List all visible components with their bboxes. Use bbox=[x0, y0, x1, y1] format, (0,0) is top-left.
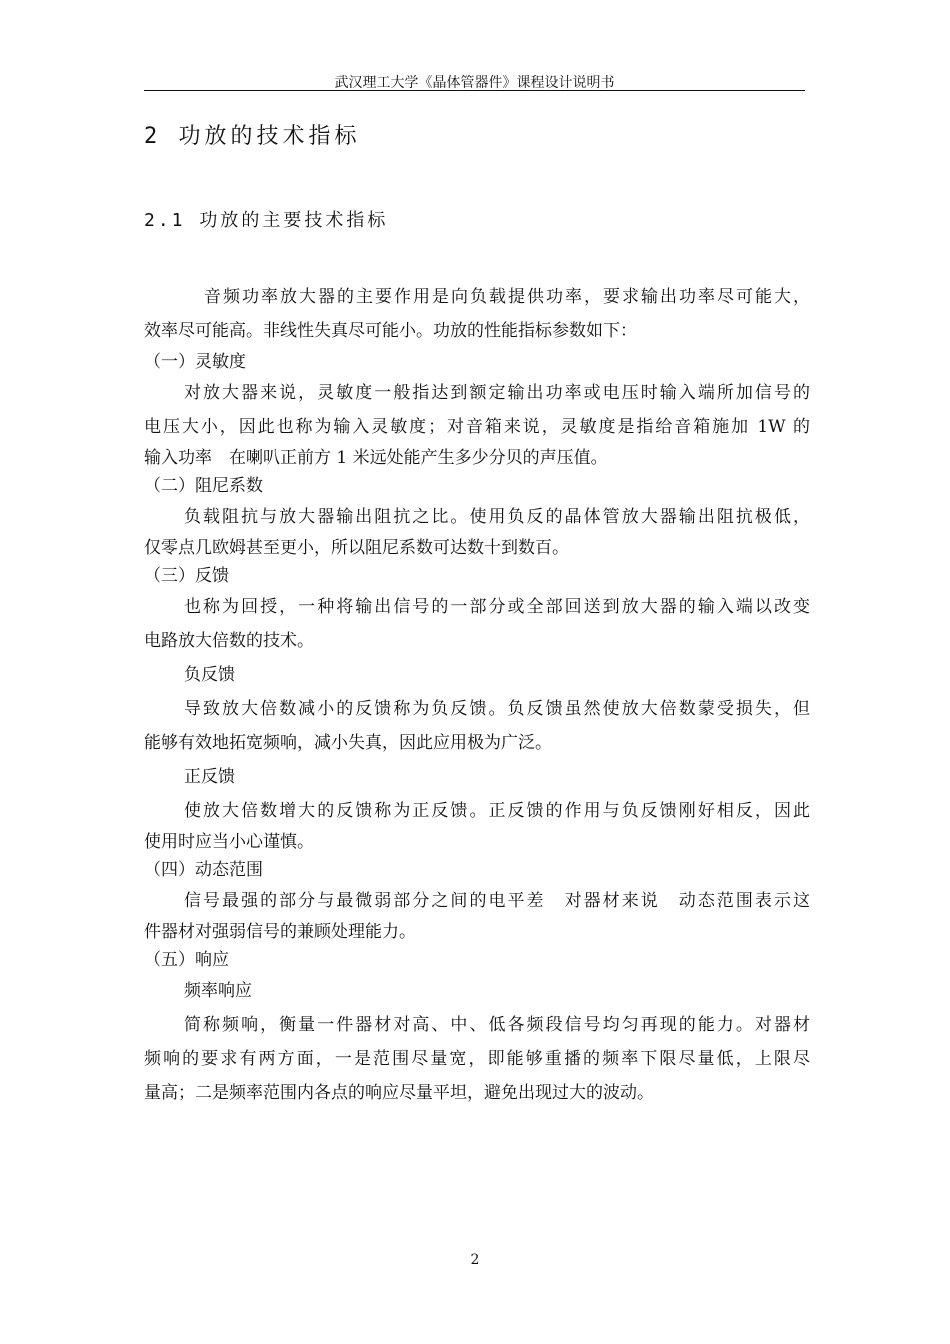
paragraph-line: 负载阻抗与放大器输出阻抗之比。使用负反的晶体管放大器输出阻抗极低， bbox=[184, 507, 810, 527]
paragraph-line: 使用时应当小心谨慎。 bbox=[144, 832, 314, 852]
paragraph-line: 仅零点几欧姆甚至更小，所以阻尼系数可达数十到数百。 bbox=[144, 538, 569, 558]
chapter-heading: 2 功放的技术指标 bbox=[144, 124, 361, 149]
item-heading: （三）反馈 bbox=[144, 566, 229, 586]
body-text bbox=[144, 280, 810, 1110]
paragraph-line: 能够有效地拓宽频响，减小失真，因此应用极为广泛。 bbox=[144, 733, 552, 753]
paragraph-line: 也称为回授，一种将输出信号的一部分或全部回送到放大器的输入端以改变 bbox=[184, 597, 810, 617]
header-divider bbox=[144, 90, 805, 91]
paragraph-line: 对放大器来说，灵敏度一般指达到额定输出功率或电压时输入端所加信号的 bbox=[184, 383, 810, 403]
paragraph-line: 电压大小，因此也称为输入灵敏度；对音箱来说，灵敏度是指给音箱施加 1W 的 bbox=[144, 417, 810, 437]
page-header: 武汉理工大学《晶体管器件》课程设计说明书 bbox=[334, 75, 615, 91]
paragraph-line: 信号最强的部分与最微弱部分之间的电平差 对器材来说 动态范围表示这 bbox=[184, 891, 810, 911]
paragraph-line: 效率尽可能高。非线性失真尽可能小。功放的性能指标参数如下： bbox=[144, 321, 637, 341]
sub-heading: 正反馈 bbox=[184, 767, 235, 787]
paragraph-line: 音频功率放大器的主要作用是向负载提供功率，要求输出功率尽可能大， bbox=[204, 287, 810, 307]
sub-heading: 负反馈 bbox=[184, 665, 235, 685]
page-number: 2 bbox=[470, 1252, 480, 1268]
section-heading: 2.1 功放的主要技术指标 bbox=[144, 210, 389, 231]
paragraph-line: 输入功率 在喇叭正前方 1 米远处能产生多少分贝的声压值。 bbox=[144, 448, 608, 468]
item-heading: （五）响应 bbox=[144, 950, 229, 970]
item-heading: （一）灵敏度 bbox=[144, 352, 246, 372]
paragraph-line: 件器材对强弱信号的兼顾处理能力。 bbox=[144, 922, 416, 942]
paragraph-line: 简称频响，衡量一件器材对高、中、低各频段信号均匀再现的能力。对器材 bbox=[184, 1015, 810, 1035]
paragraph-line: 电路放大倍数的技术。 bbox=[144, 631, 314, 651]
item-heading: （四）动态范围 bbox=[144, 860, 263, 880]
paragraph-line: 频响的要求有两方面，一是范围尽量宽，即能够重播的频率下限尽量低，上限尽 bbox=[144, 1049, 810, 1069]
paragraph-line: 导致放大倍数减小的反馈称为负反馈。负反馈虽然使放大倍数蒙受损失，但 bbox=[184, 699, 810, 719]
paragraph-line: 使放大倍数增大的反馈称为正反馈。正反馈的作用与负反馈刚好相反，因此 bbox=[184, 801, 810, 821]
sub-heading: 频率响应 bbox=[184, 981, 252, 1001]
item-heading: （二）阻尼系数 bbox=[144, 476, 263, 496]
paragraph-line: 量高；二是频率范围内各点的响应尽量平坦，避免出现过大的波动。 bbox=[144, 1083, 654, 1103]
